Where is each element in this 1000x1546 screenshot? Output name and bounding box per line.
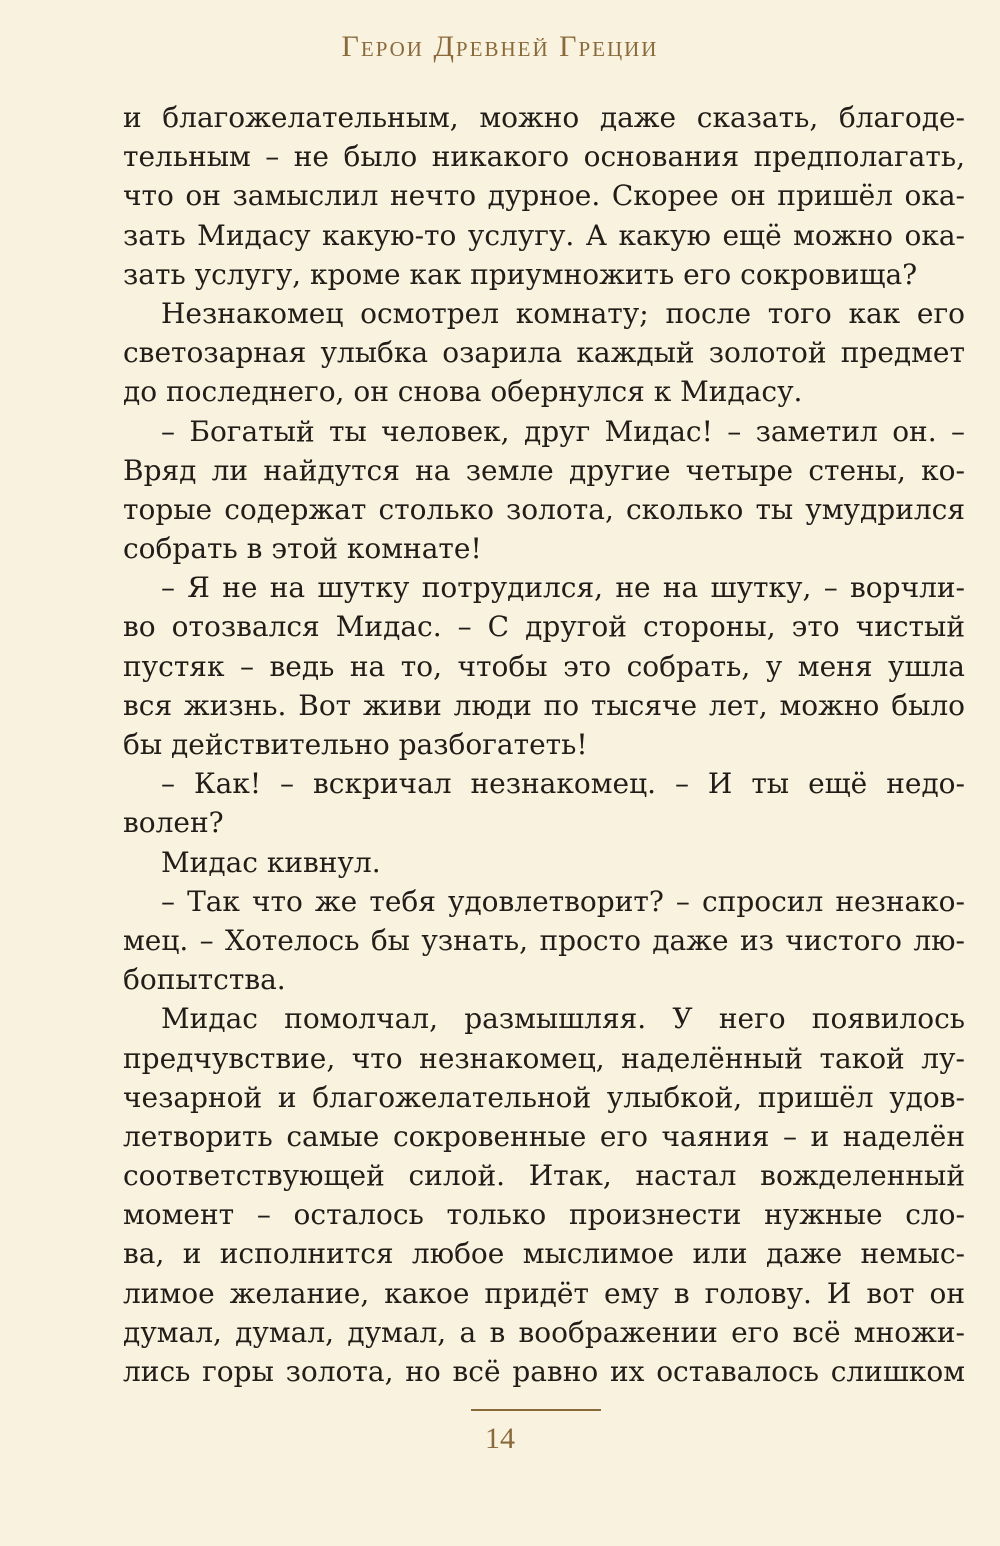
text-line: тельным – не было никакого основания предполагать, (123, 140, 965, 174)
text-line: – Как! – вскричал незнакомец. – И ты ещё недо- (161, 767, 965, 801)
text-line: мец. – Хотелось бы узнать, просто даже из чистого лю- (123, 923, 965, 957)
text-line: соответствующей силой. Итак, настал вожделенный (123, 1159, 965, 1193)
text-line: и благожелательным, можно даже сказать, благоде- (123, 101, 965, 134)
text-line: Незнакомец осмотрел комнату; после того как его (161, 296, 965, 330)
text-line: – Богатый ты человек, друг Мидас! – заметил он. – (161, 414, 965, 448)
text-line: зать Мидасу какую-то услугу. А какую ещё можно ока- (123, 218, 965, 252)
text-line: торые содержат столько золота, сколько ты умудрился (123, 492, 965, 526)
text-line: лимое желание, какое придёт ему в голову. И вот он (123, 1276, 965, 1310)
text-line: что он замыслил нечто дурное. Скорее он пришёл ока- (123, 179, 965, 213)
text-line: до последнего, он снова обернулся к Мидасу. (123, 375, 803, 409)
text-line: Мидас помолчал, размышляя. У него появилось (161, 1002, 965, 1036)
text-line: пустяк – ведь на то, чтобы это собрать, у меня ушла (123, 649, 965, 683)
text-line: во отозвался Мидас. – С другой стороны, это чистый (123, 610, 965, 644)
page-number: 14 (485, 1422, 515, 1455)
text-line: предчувствие, что незнакомец, наделённый такой лу- (123, 1041, 965, 1075)
body-text (123, 98, 965, 1391)
text-line: собрать в этой комнате! (123, 532, 482, 566)
text-line: думал, думал, думал, а в воображении его всё множи- (123, 1315, 965, 1349)
text-line: бы действительно разбогатеть! (123, 728, 588, 761)
text-line: ва, и исполнится любое мыслимое или даже немыс- (123, 1237, 965, 1271)
text-line: чезарной и благожелательной улыбкой, пришёл удов- (123, 1080, 965, 1114)
text-line: волен? (123, 806, 224, 840)
text-line: летворить самые сокровенные его чаяния – и наделён (123, 1119, 965, 1153)
running-head: Герои Древней Греции (341, 30, 659, 63)
text-line: вся жизнь. Вот живи люди по тысяче лет, можно было (123, 688, 965, 722)
text-line: Вряд ли найдутся на земле другие четыре стены, ко- (123, 453, 965, 487)
text-line: лись горы золота, но всё равно их оставалось слишком (123, 1355, 965, 1388)
text-line: – Я не на шутку потрудился, не на шутку, – ворчли- (161, 571, 965, 605)
text-line: – Так что же тебя удовлетворит? – спросил незнако- (161, 884, 965, 918)
folio-rule (471, 1409, 601, 1411)
text-line: светозарная улыбка озарила каждый золотой предмет (123, 336, 965, 370)
text-line: зать услугу, кроме как приумножить его сокровища? (123, 257, 918, 291)
text-line: Мидас кивнул. (161, 845, 381, 879)
text-line: бопытства. (123, 963, 286, 997)
text-line: момент – осталось только произнести нужные сло- (123, 1198, 965, 1232)
